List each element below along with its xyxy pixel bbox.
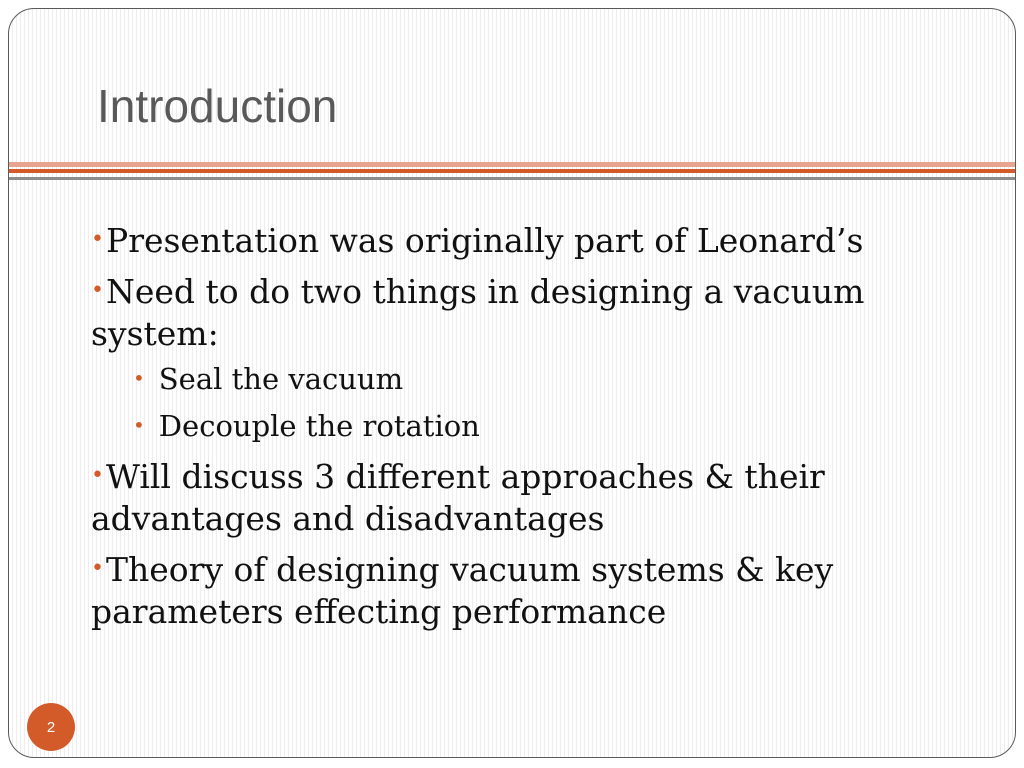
bullet-item [91, 548, 931, 633]
bullet-item [91, 270, 931, 355]
sub-bullet-item [133, 404, 931, 447]
bullet-icon: • [91, 227, 104, 252]
bullet-icon: • [133, 366, 145, 390]
sub-bullet-list [133, 357, 931, 447]
bullet-icon: • [91, 463, 104, 488]
page-number: 2 [46, 718, 56, 736]
bullet-icon: • [133, 413, 145, 437]
bullet-text: Theory of designing vacuum systems & key parameters effecting performance [91, 550, 834, 631]
bullet-text: Need to do two things in designing a vacuum system: [91, 272, 865, 353]
slide-body [91, 219, 931, 641]
bullet-item [91, 219, 931, 262]
title-divider-gray [9, 177, 1015, 180]
title-divider-light [9, 162, 1015, 167]
page-number-badge [27, 703, 75, 751]
sub-bullet-text: Decouple the rotation [158, 409, 480, 443]
bullet-text: Will discuss 3 different approaches & their advantages and disadvantages [91, 457, 825, 538]
sub-bullet-item [133, 357, 931, 400]
bullet-item [91, 455, 931, 540]
sub-bullet-text: Seal the vacuum [158, 362, 404, 396]
bullet-icon: • [91, 278, 104, 303]
title-divider-accent [9, 169, 1015, 173]
bullet-icon: • [91, 556, 104, 581]
bullet-text: Presentation was originally part of Leonard’s [105, 221, 864, 260]
slide [8, 8, 1016, 758]
slide-title: Introduction [97, 80, 338, 132]
